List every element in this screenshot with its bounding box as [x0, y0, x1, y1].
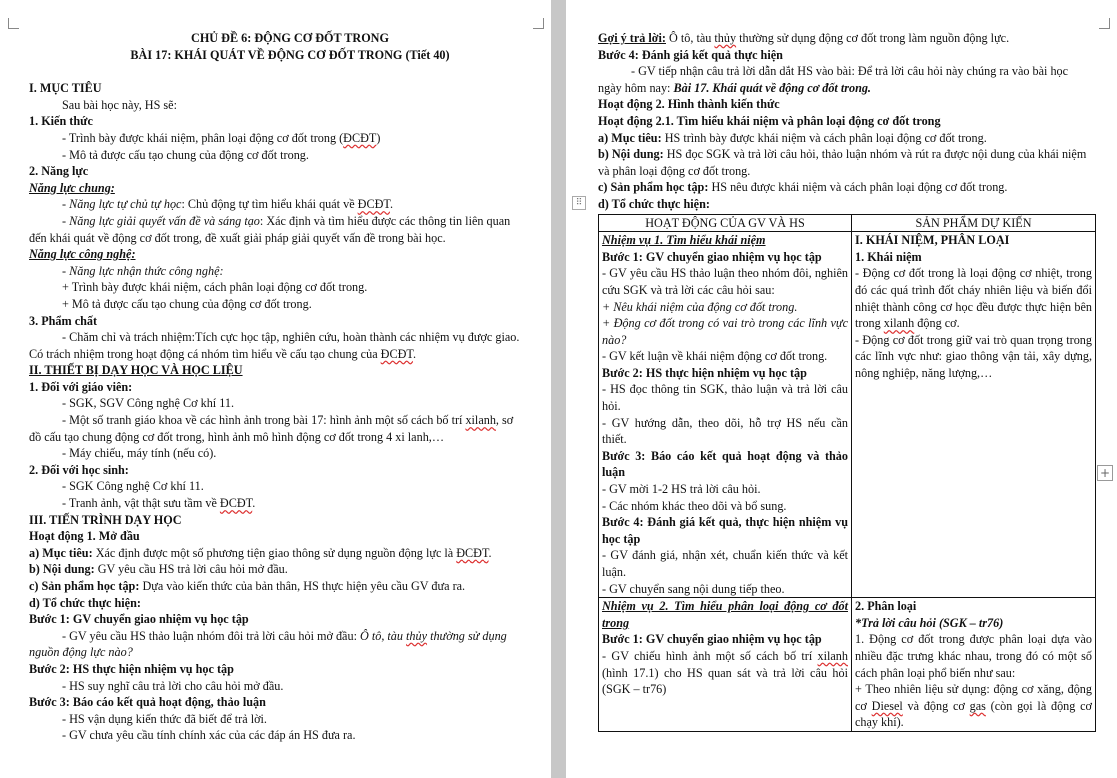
- document-page-left[interactable]: [0, 0, 551, 778]
- subheading: Hoạt động 2.1. Tìm hiểu khái niệm và phân loại động cơ đốt trong: [598, 113, 941, 128]
- spellcheck-word[interactable]: ĐCĐT: [343, 130, 377, 145]
- subheading: 3. Phẩm chất: [29, 313, 98, 328]
- paragraph: - Một số tranh giáo khoa về các hình ảnh trong bài 17: hình ảnh một số cách bố trí xilanh, sơ: [62, 413, 514, 428]
- margin-corner-mark: [533, 18, 544, 29]
- task-heading: Nhiệm vụ 2. Tìm hiểu phân loại động cơ đốt trong: [602, 599, 848, 630]
- cell-text: - GV yêu cầu HS thảo luận theo nhóm đôi, nghiên cứu SGK và trả lời các câu hỏi sau:: [602, 266, 848, 297]
- margin-corner-mark: [1099, 18, 1110, 29]
- table-move-handle-icon[interactable]: ⠿: [572, 196, 586, 210]
- document-page-right[interactable]: [566, 0, 1117, 778]
- paragraph: - HS vận dụng kiến thức đã biết để trả lời.: [62, 711, 267, 726]
- chapter-title: CHỦ ĐỀ 6: ĐỘNG CƠ ĐỐT TRONG: [191, 31, 389, 45]
- add-row-icon[interactable]: +: [1097, 465, 1113, 481]
- cell-subheading: *Trả lời câu hỏi (SGK – tr76): [855, 615, 1004, 630]
- paragraph: ngày hôm nay: Bài 17. Khái quát về động cơ đốt trong.: [598, 80, 871, 95]
- paragraph: a) Mục tiêu: HS trình bày được khái niệm và cách phân loại động cơ đốt trong.: [598, 130, 987, 145]
- spellcheck-word[interactable]: ĐCĐT: [357, 197, 390, 212]
- subheading: 2. Đối với học sinh:: [29, 462, 129, 477]
- step-heading: Bước 2: HS thực hiện nhiệm vụ học tập: [602, 365, 807, 380]
- lesson-title: BÀI 17: KHÁI QUÁT VỀ ĐỘNG CƠ ĐỐT TRONG (Tiết 40): [130, 47, 450, 62]
- paragraph: - Máy chiếu, máy tính (nếu có).: [62, 446, 217, 461]
- subheading: 1. Đối với giáo viên:: [29, 379, 133, 394]
- task-heading: Nhiệm vụ 1. Tìm hiểu khái niệm: [602, 233, 766, 248]
- spellcheck-word[interactable]: xilanh: [817, 648, 848, 663]
- paragraph: - Năng lực giải quyết vấn đề và sáng tạo: Xác định và tìm hiểu được các thông tin liên quan: [62, 213, 511, 228]
- subheading: Năng lực công nghệ:: [29, 247, 136, 262]
- paragraph: đến khái quát về động cơ đốt trong, đề xuất giải pháp giải quyết vấn đề trong bài học.: [29, 230, 446, 245]
- paragraph: đồ cấu tạo chung động cơ đốt trong, hình ảnh mô hình động cơ đốt trong 4 xi lanh,…: [29, 429, 445, 444]
- paragraph: + Mô tả được cấu tạo chung của động cơ đốt trong.: [62, 296, 312, 311]
- cell-text: 1. Động cơ đốt trong được phân loại dựa vào nhiều đặc trưng khác nhau, trong đó có một số cách phân loại phổ biến như sau:: [855, 632, 1092, 680]
- paragraph: - Trình bày được khái niệm, phân loại động cơ đốt trong (ĐCĐT): [62, 130, 381, 145]
- paragraph: Sau bài học này, HS sẽ:: [62, 97, 177, 112]
- cell-heading: 2. Phân loại: [855, 599, 917, 614]
- paragraph: Gợi ý trả lời: Ô tô, tàu thủy thường sử dụng động cơ đốt trong làm nguồn động lực.: [598, 31, 1010, 45]
- paragraph: b) Nội dung: GV yêu cầu HS trả lời câu hỏi mở đầu.: [29, 562, 288, 577]
- paragraph: - Chăm chỉ và trách nhiệm:Tích cực học tập, nghiên cứu, hoàn thành các nhiệm vụ được giao.: [62, 330, 520, 345]
- paragraph: - GV yêu cầu HS thảo luận nhóm đôi trả lời câu hỏi mở đầu: Ô tô, tàu thủy thường sử dụng: [62, 628, 507, 643]
- paragraph: + Trình bày được khái niệm, cách phân loại động cơ đốt trong.: [62, 280, 368, 295]
- paragraph: - Tranh ảnh, vật thật sưu tầm về ĐCĐT.: [62, 496, 256, 511]
- page-gap: [551, 0, 566, 778]
- table-row: [599, 598, 1096, 732]
- section-heading: I. MỤC TIÊU: [29, 81, 102, 96]
- step-heading: Bước 4: Đánh giá kết quả, thực hiện nhiệm vụ học tập: [602, 515, 848, 546]
- step-heading: Bước 1: GV chuyển giao nhiệm vụ học tập: [29, 612, 249, 627]
- subheading: Năng lực chung:: [29, 180, 115, 195]
- paragraph: nguồn động lực nào?: [29, 645, 133, 660]
- paragraph: - GV chưa yêu cầu tính chính xác của các đáp án HS đưa ra.: [62, 728, 356, 743]
- paragraph: - SGK, SGV Công nghệ Cơ khí 11.: [62, 396, 235, 411]
- spellcheck-word[interactable]: Diesel: [871, 698, 903, 713]
- step-heading: Bước 1: GV chuyển giao nhiệm vụ học tập: [602, 632, 822, 647]
- paragraph: - HS suy nghĩ câu trả lời cho câu hỏi mở đầu.: [62, 678, 284, 693]
- section-heading: II. THIẾT BỊ DẠY HỌC VÀ HỌC LIỆU: [29, 363, 243, 378]
- subheading: Hoạt động 1. Mở đầu: [29, 529, 140, 544]
- margin-corner-mark: [8, 18, 19, 29]
- cell-text: - Động cơ đốt trong giữ vai trò quan trọng trong các lĩnh vực như: giao thông vận tải, xây dựng, nông nghiệp, năng lượng,…: [855, 332, 1092, 380]
- spellcheck-word[interactable]: ĐCĐT: [219, 496, 253, 511]
- spellcheck-word[interactable]: thủy: [714, 31, 737, 45]
- paragraph: - SGK Công nghệ Cơ khí 11.: [62, 479, 204, 494]
- paragraph: - Năng lực nhận thức công nghệ:: [62, 263, 224, 278]
- cell-text: - GV mời 1-2 HS trả lời câu hỏi.: [602, 482, 761, 497]
- subheading: 2. Năng lực: [29, 164, 89, 179]
- spellcheck-word[interactable]: ĐCĐT: [380, 346, 413, 361]
- table-cell[interactable]: [599, 598, 852, 732]
- cell-text: - GV chuyển sang nội dung tiếp theo.: [602, 581, 785, 596]
- paragraph: Có trách nhiệm trong hoạt động cá nhóm tìm hiểu về cấu tạo chung của ĐCĐT.: [29, 346, 416, 361]
- paragraph: a) Mục tiêu: Xác định được một số phương tiện giao thông sử dụng nguồn động lực là ĐCĐT.: [29, 545, 492, 560]
- cell-text: - Các nhóm khác theo dõi và bổ sung.: [602, 498, 787, 513]
- paragraph: c) Sản phẩm học tập: Dựa vào kiến thức của bản thân, HS thực hiện yêu cầu GV đưa ra.: [29, 579, 466, 593]
- cell-text: - HS đọc thông tin SGK, thảo luận và trả lời câu hỏi.: [602, 382, 848, 414]
- activity-table[interactable]: [598, 214, 1096, 732]
- cell-text: - Động cơ đốt trong là loại động cơ nhiệt, trong đó các quá trình đốt cháy nhiên liệu và biến đổi nhiệt thành công cơ học đều được thực hiện bên trong xilanh động cơ.: [855, 266, 1092, 331]
- table-row: [599, 232, 1096, 598]
- table-header-cell: HOẠT ĐỘNG CỦA GV VÀ HS: [599, 214, 852, 232]
- cell-text: + Nêu khái niệm của động cơ đốt trong.: [602, 299, 798, 314]
- paragraph: và phân loại động cơ đốt trong.: [598, 163, 751, 178]
- step-heading: Bước 4: Đánh giá kết quả thực hiện: [598, 47, 783, 62]
- cell-subheading: 1. Khái niệm: [855, 249, 922, 264]
- subheading: d) Tổ chức thực hiện:: [598, 196, 710, 211]
- paragraph: - GV tiếp nhận câu trả lời dẫn dắt HS vào bài: Để trả lời câu hỏi này chúng ra vào bài học: [631, 64, 1069, 79]
- spellcheck-word[interactable]: ĐCĐT: [456, 545, 489, 560]
- paragraph: - Năng lực tự chủ tự học: Chủ động tự tìm hiểu khái quát về ĐCĐT.: [62, 197, 393, 212]
- subheading: Hoạt động 2. Hình thành kiến thức: [598, 97, 780, 112]
- cell-text: - GV chiếu hình ảnh một số cách bố trí xilanh (hình 17.1) cho HS quan sát và trả lời câu hỏi (SGK – tr76): [602, 648, 848, 697]
- table-cell[interactable]: [852, 232, 1096, 598]
- spellcheck-word[interactable]: xilanh: [465, 413, 496, 428]
- step-heading: Bước 3: Báo cáo kết quả hoạt động và thảo luận: [602, 448, 848, 480]
- step-heading: Bước 3: Báo cáo kết quả hoạt động, thảo luận: [29, 695, 266, 710]
- step-heading: Bước 1: GV chuyển giao nhiệm vụ học tập: [602, 249, 822, 264]
- paragraph: - Mô tả được cấu tạo chung của động cơ đốt trong.: [62, 147, 309, 162]
- subheading: d) Tổ chức thực hiện:: [29, 595, 141, 610]
- table-cell[interactable]: [599, 232, 852, 598]
- cell-text: - GV hướng dẫn, theo dõi, hỗ trợ HS nếu cần thiết.: [602, 415, 848, 447]
- spellcheck-word[interactable]: thủy: [406, 628, 428, 643]
- table-cell[interactable]: [852, 598, 1096, 732]
- table-header-cell: SẢN PHẨM DỰ KIẾN: [852, 214, 1096, 232]
- subheading: 1. Kiến thức: [29, 114, 93, 129]
- cell-text: - GV kết luận về khái niệm động cơ đốt trong.: [602, 349, 828, 364]
- cell-text: + Động cơ đốt trong có vai trò trong các lĩnh vực nào?: [602, 316, 848, 347]
- table-header-row: [599, 214, 1096, 232]
- cell-text: - GV đánh giá, nhận xét, chuẩn kiến thức và kết luận.: [602, 548, 848, 579]
- paragraph: c) Sản phẩm học tập: HS nêu được khái niệm và cách phân loại động cơ đốt trong.: [598, 180, 1008, 195]
- spellcheck-word[interactable]: gas: [969, 698, 986, 713]
- section-heading: III. TIẾN TRÌNH DẠY HỌC: [29, 512, 182, 527]
- paragraph: b) Nội dung: HS đọc SGK và trả lời câu hỏi, thảo luận nhóm và rút ra được nội dung của khái niệm: [598, 147, 1087, 162]
- cell-heading: I. KHÁI NIỆM, PHÂN LOẠI: [855, 233, 1010, 248]
- spellcheck-word[interactable]: xilanh: [883, 316, 915, 331]
- cell-text: + Theo nhiên liệu sử dụng: động cơ xăng, động cơ Diesel và động cơ gas (còn gọi là động cơ chạy khí).: [855, 682, 1093, 730]
- step-heading: Bước 2: HS thực hiện nhiệm vụ học tập: [29, 661, 234, 676]
